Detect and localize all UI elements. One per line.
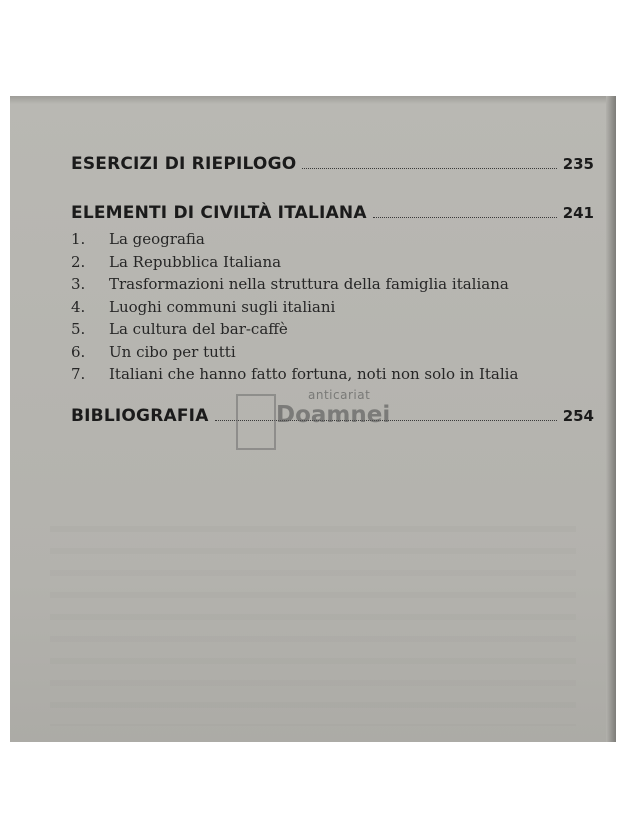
toc-entry-esercizi bbox=[71, 154, 594, 174]
toc-entry-elementi bbox=[71, 203, 594, 223]
dot-leader bbox=[302, 168, 556, 169]
toc-heading: ELEMENTI DI CIVILTÀ ITALIANA bbox=[71, 203, 367, 223]
list-item: 4. Luoghi communi sugli italiani bbox=[71, 297, 336, 316]
watermark-logo bbox=[236, 388, 406, 454]
toc-heading: ESERCIZI DI RIEPILOGO bbox=[71, 154, 297, 174]
dot-leader bbox=[373, 217, 557, 218]
list-item: 7. Italiani che hanno fatto fortuna, noti non solo in Italia bbox=[71, 365, 519, 383]
watermark-subtitle: anticariat bbox=[308, 388, 371, 402]
book-page-photo bbox=[10, 96, 616, 742]
list-item: 1. La geografia bbox=[71, 230, 205, 248]
page-number: 235 bbox=[562, 155, 594, 173]
toc-heading: BIBLIOGRAFIA bbox=[71, 406, 209, 426]
list-item: 2. La Repubblica Italiana bbox=[71, 252, 282, 271]
chapter-list bbox=[71, 230, 518, 388]
book-stack-icon bbox=[236, 394, 276, 450]
list-item: 6. Un cibo per tutti bbox=[71, 342, 236, 361]
watermark-title: Doamnei bbox=[276, 402, 391, 428]
list-item: 5. La cultura del bar-caffè bbox=[71, 320, 288, 338]
page-number: 241 bbox=[562, 204, 594, 222]
list-item: 3. Trasformazioni nella struttura della famiglia italiana bbox=[71, 275, 509, 293]
page-number: 254 bbox=[562, 407, 594, 425]
